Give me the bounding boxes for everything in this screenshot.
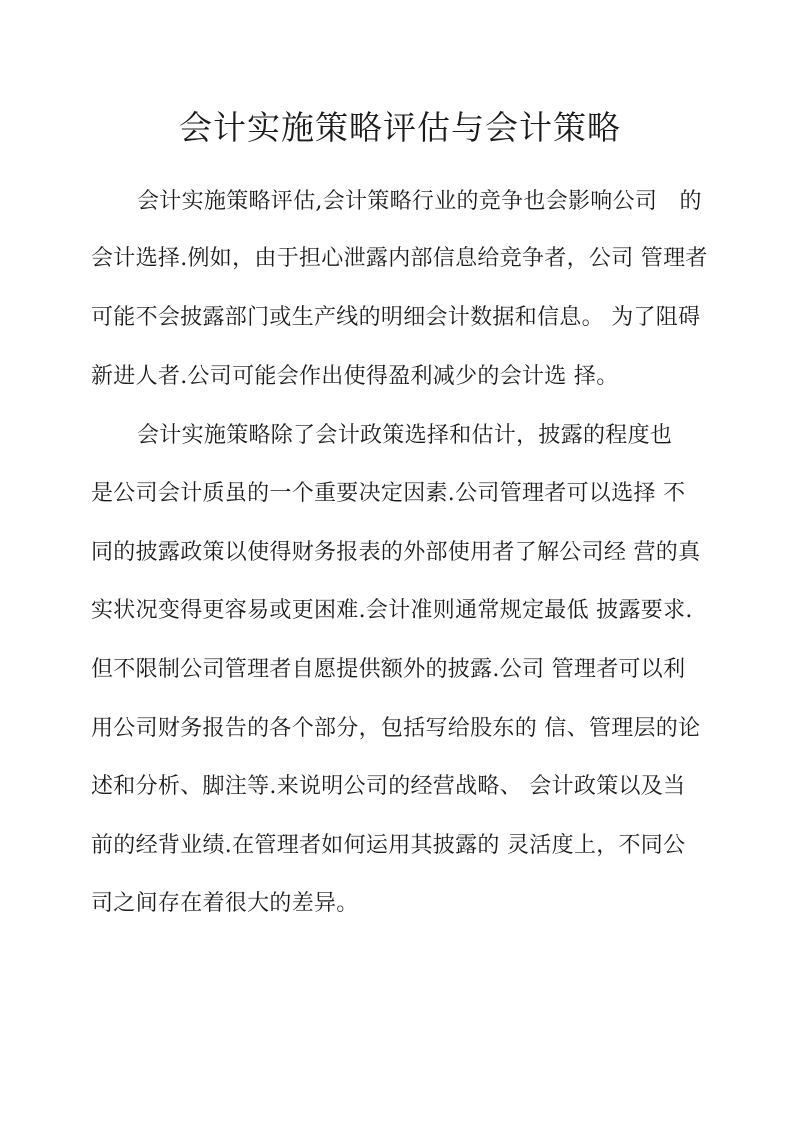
- paragraph-2-line-6: 用公司财务报告的各个部分，包括写给股东的 信、管理层的论: [91, 716, 701, 741]
- paragraph-2-line-9: 司之间存在着很大的差异。: [91, 891, 359, 916]
- paragraph-1-line-4: 新进人者.公司可能会作出使得盈利减少的会计选 择。: [91, 364, 619, 389]
- paragraph-1-line-1: 会计实施策略评估,会计策略行业的竞争也会影响公司 的: [137, 189, 702, 214]
- paragraph-2-line-2: 是公司会计质虽的一个重要决定因素.公司管理者可以选择 不: [91, 481, 686, 506]
- document-title: 会计实施策略评估与会计策略: [179, 108, 621, 147]
- paragraph-2-line-8: 前的经背业绩.在管理者如何运用其披露的 灵活度上，不同公: [91, 833, 686, 858]
- paragraph-2-line-5: 但不限制公司管理者自愿提供额外的披露.公司 管理者可以利: [91, 657, 686, 682]
- paragraph-2-line-4: 实状况变得更容易或更困难.会计准则通常规定最低 披露要求.: [91, 598, 693, 623]
- paragraph-1-line-2: 会计选择.例如，由于担心泄露内部信息给竞争者，公司 管理者: [91, 246, 708, 271]
- paragraph-2-line-7: 述和分析、脚注等.来说明公司的经营战略、 会计政策以及当: [91, 774, 686, 799]
- paragraph-2-line-1: 会计实施策略除了会计政策选择和估计，披露的程度也: [137, 423, 673, 448]
- paragraph-1-line-3: 可能不会披露部门或生产线的明细会计数据和信息。 为了阻碍: [91, 305, 701, 330]
- paragraph-2-line-3: 同的披露政策以使得财务报表的外部使用者了解公司经 营的真: [91, 540, 701, 565]
